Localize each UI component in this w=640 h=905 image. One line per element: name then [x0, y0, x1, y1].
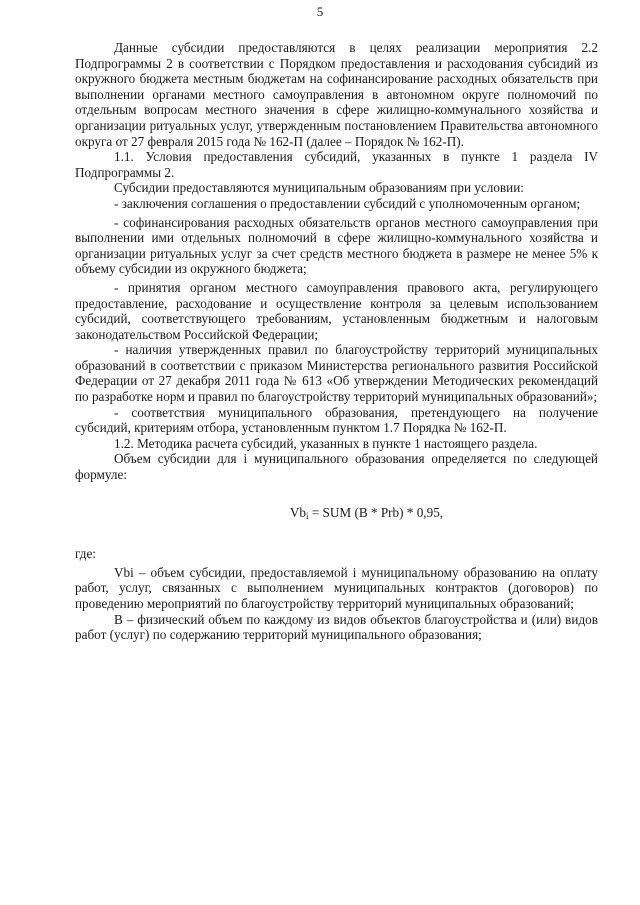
- paragraph-conditions-heading: 1.1. Условия предоставления субсидий, указанных в пункте 1 раздела IV Подпрограммы 2.: [75, 149, 598, 180]
- formula-rhs: = SUM (B * Prb) * 0,95,: [308, 504, 444, 520]
- definition-b: B – физический объем по каждому из видов объектов благоустройства и (или) видов работ (услуг) по содержанию территорий муниципального образования;: [75, 611, 598, 643]
- condition-improvement-rules: - наличия утвержденных правил по благоустройству территорий муниципальных образований в соответствии с приказом Министерства регионального развития Российской Федерации от 27 декабря 2011 года № 613 «Об утверждении Методических рекомендаций по разработке норм и правил по благоустройству территорий муниципальных образований»;: [75, 342, 598, 405]
- condition-cofinancing: - софинансирования расходных обязательств органов местного самоуправления при выполнении ими отдельных полномочий в сфере жилищно-коммунального хозяйства и организации ритуальных услуг за счет средств местного бюджета в размере не менее 5% к объему субсидии из окружного бюджета;: [75, 214, 598, 277]
- condition-agreement: - заключения соглашения о предоставлении субсидий с уполномоченным органом;: [114, 195, 581, 211]
- paragraph-conditions-intro: Субсидии предоставляются муниципальным образованиям при условии:: [114, 180, 524, 196]
- formula-subscript: i: [306, 510, 309, 521]
- condition-selection-criteria: - соответствия муниципального образования, претендующего на получение субсидий, критериям отбора, установленным пунктом 1.7 Порядка № 162-П.: [75, 404, 598, 436]
- paragraph-formula-intro: Объем субсидии для i муниципального образования определяется по следующей формуле:: [75, 451, 598, 483]
- paragraph-where: где:: [75, 546, 96, 562]
- paragraph-subsidy-purpose: Данные субсидии предоставляются в целях реализации мероприятия 2.2 Подпрограммы 2 в соответствии с Порядком предоставления и расходования субсидий из окружного бюджета местным бюджетам на софинансирование расходных обязательств при выполнении органами местного самоуправления в автономном округе полномочий по отдельным вопросам местного значения в сфере жилищно-коммунального хозяйства и организации ритуальных услуг, утвержденным постановлением Правительства автономного округа от 27 февраля 2015 года № 162-П (далее – Порядок № 162-П).: [75, 40, 598, 149]
- page-number: 5: [316, 4, 324, 19]
- document-body: [75, 40, 598, 643]
- condition-legal-act: - принятия органом местного самоуправления правового акта, регулирующего предоставление, расходование и осуществление контроля за целевым использованием субсидий, соответствующего требованиям, установленным бюджетным и налоговым законодательством Российской Федерации;: [75, 279, 598, 342]
- subsidy-formula: [75, 505, 598, 525]
- definition-vbi: Vbi – объем субсидии, предоставляемой i муниципальному образованию на оплату работ, услуг, связанных с выполнением муниципальных контрактов (договоров) по проведению мероприятий по благоустройству территорий муниципальных образований;: [75, 564, 598, 611]
- paragraph-method-heading: 1.2. Методика расчета субсидий, указанных в пункте 1 настоящего раздела.: [114, 435, 538, 451]
- formula-lhs: Vb: [289, 504, 307, 520]
